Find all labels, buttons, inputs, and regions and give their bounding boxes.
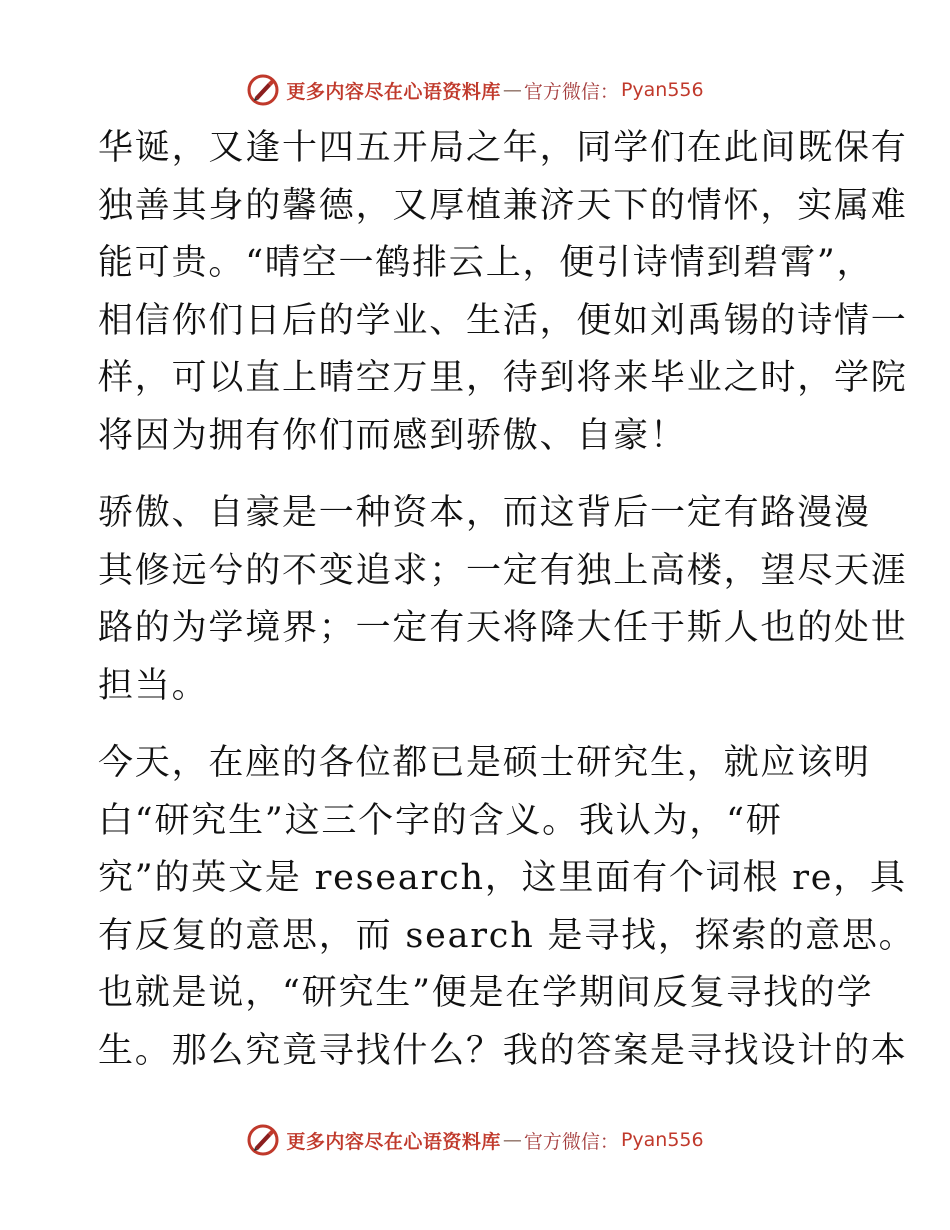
text-line: 其修远兮的不变追求；一定有独上高楼，望尽天涯 — [98, 550, 908, 591]
text-line: 能可贵。“晴空一鹤排云上，便引诗情到碧霄”， — [98, 243, 874, 283]
paragraph — [98, 735, 916, 1080]
watermark-wechat-id: Pyan556 — [620, 1129, 704, 1151]
pen-circle-logo-icon — [246, 73, 280, 107]
watermark-separator: — — [502, 1129, 522, 1151]
text-line: 有反复的意思，而 search 是寻找，探索的意思。 — [98, 915, 916, 956]
text-line: 骄傲、自豪是一种资本，而这背后一定有路漫漫 — [98, 493, 871, 533]
text-line: 生。那么究竟寻找什么？我的答案是寻找设计的本 — [98, 1030, 908, 1071]
watermark-main-text: 更多内容尽在心语资料库 — [286, 80, 501, 103]
paragraph — [98, 485, 908, 715]
text-line: 究”的英文是 research，这里面有个词根 re，具 — [98, 858, 907, 898]
paragraph-gap — [98, 465, 858, 485]
text-line: 也就是说，“研究生”便是在学期间反复寻找的学 — [98, 973, 874, 1013]
text-line: 路的为学境界；一定有天将降大任于斯人也的处世 — [98, 608, 908, 648]
text-line: 担当。 — [98, 665, 209, 706]
document-body — [98, 120, 916, 1080]
watermark-sub-text: 官方微信： — [523, 80, 619, 103]
text-line: 将因为拥有你们而感到骄傲、自豪！ — [98, 415, 687, 456]
header-watermark — [0, 70, 950, 110]
text-line: 华诞，又逢十四五开局之年，同学们在此间既保有 — [98, 128, 908, 168]
watermark-separator: — — [502, 79, 522, 101]
text-line: 今天，在座的各位都已是硕士研究生，就应该明 — [98, 743, 871, 783]
watermark-wechat-id: Pyan556 — [620, 79, 704, 101]
footer-watermark — [0, 1120, 950, 1160]
text-line: 白“研究生”这三个字的含义。我认为，“研 — [98, 800, 783, 841]
text-line: 样，可以直上晴空万里，待到将来毕业之时，学院 — [98, 358, 908, 398]
paragraph — [98, 120, 908, 465]
watermark-main-text: 更多内容尽在心语资料库 — [286, 1130, 501, 1153]
watermark-sub-text: 官方微信： — [523, 1130, 619, 1153]
text-line: 独善其身的馨德，又厚植兼济天下的情怀，实属难 — [98, 185, 908, 226]
pen-circle-logo-icon — [246, 1123, 280, 1157]
text-line: 相信你们日后的学业、生活，便如刘禹锡的诗情一 — [98, 300, 908, 341]
paragraph-gap — [98, 715, 858, 735]
